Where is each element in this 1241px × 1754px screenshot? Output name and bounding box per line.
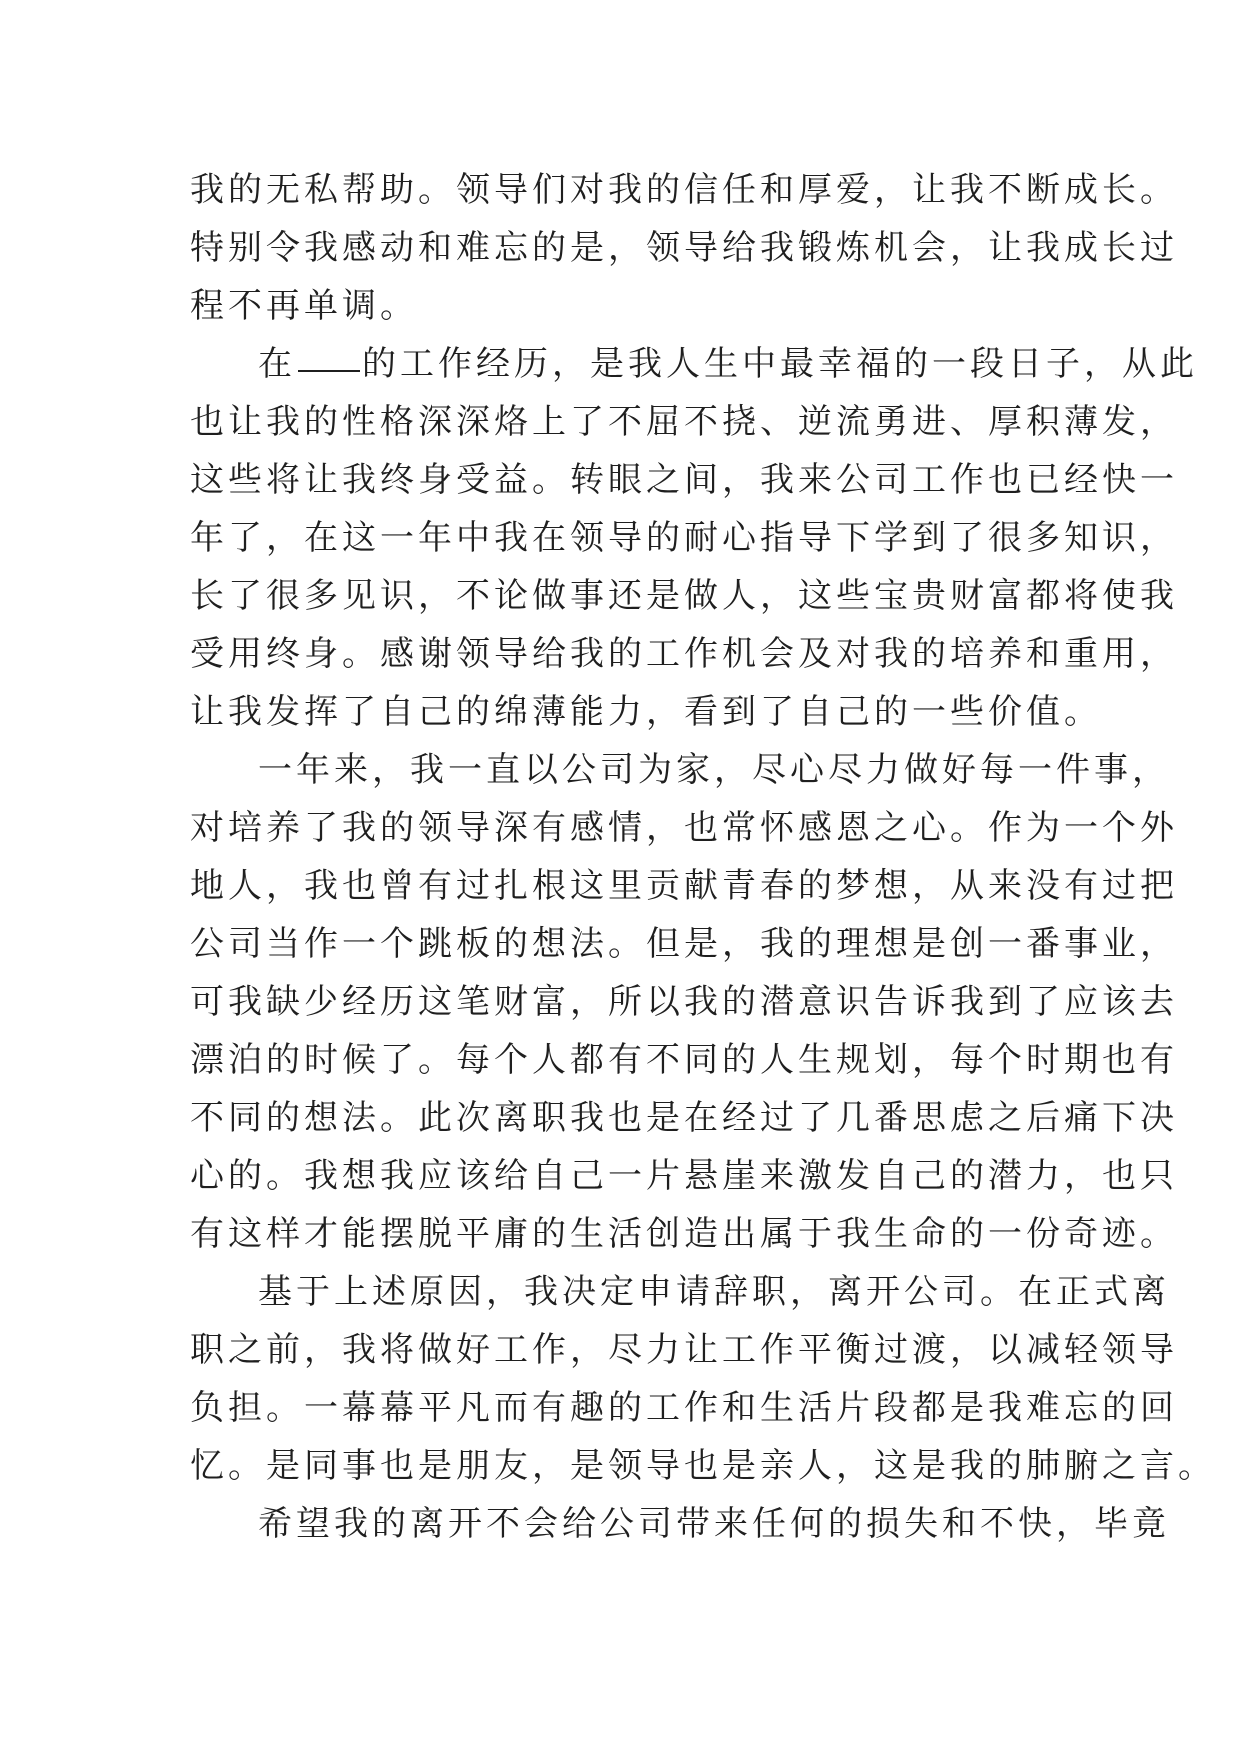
text-line: 年了，在这一年中我在领导的耐心指导下学到了很多知识，	[190, 518, 1178, 558]
fill-blank	[298, 370, 360, 372]
text-line: 心的。我想我应该给自己一片悬崖来激发自己的潜力，也只	[190, 1156, 1178, 1196]
text-line: 程不再单调。	[190, 286, 418, 326]
text-line: 也让我的性格深深烙上了不屈不挠、逆流勇进、厚积薄发，	[190, 402, 1178, 442]
text-line: 公司当作一个跳板的想法。但是，我的理想是创一番事业，	[190, 924, 1178, 964]
document-body	[190, 160, 1216, 1720]
text-line: 有这样才能摆脱平庸的生活创造出属于我生命的一份奇迹。	[190, 1214, 1178, 1254]
text-fragment: 的工作经历，是我人生中最幸福的一段日子，从此	[362, 344, 1198, 384]
text-line: 特别令我感动和难忘的是，领导给我锻炼机会，让我成长过	[190, 228, 1178, 268]
paragraph-first-line	[258, 334, 1198, 394]
text-line: 负担。一幕幕平凡而有趣的工作和生活片段都是我难忘的回	[190, 1388, 1178, 1428]
text-line: 这些将让我终身受益。转眼之间，我来公司工作也已经快一	[190, 460, 1178, 500]
text-line: 可我缺少经历这笔财富，所以我的潜意识告诉我到了应该去	[190, 982, 1178, 1022]
text-fragment: 在	[258, 344, 296, 384]
text-line: 忆。是同事也是朋友，是领导也是亲人，这是我的肺腑之言。	[190, 1446, 1216, 1486]
text-line: 受用终身。感谢领导给我的工作机会及对我的培养和重用，	[190, 634, 1178, 674]
paragraph-first-line: 基于上述原因，我决定申请辞职，离开公司。在正式离	[258, 1272, 1170, 1312]
text-line: 漂泊的时候了。每个人都有不同的人生规划，每个时期也有	[190, 1040, 1178, 1080]
text-line: 地人，我也曾有过扎根这里贡献青春的梦想，从来没有过把	[190, 866, 1178, 906]
text-line: 让我发挥了自己的绵薄能力，看到了自己的一些价值。	[190, 692, 1102, 732]
text-line: 对培养了我的领导深有感情，也常怀感恩之心。作为一个外	[190, 808, 1178, 848]
text-line: 我的无私帮助。领导们对我的信任和厚爱，让我不断成长。	[190, 170, 1178, 210]
text-line: 长了很多见识，不论做事还是做人，这些宝贵财富都将使我	[190, 576, 1178, 616]
paragraph-first-line: 希望我的离开不会给公司带来任何的损失和不快，毕竟	[258, 1504, 1170, 1544]
text-line: 不同的想法。此次离职我也是在经过了几番思虑之后痛下决	[190, 1098, 1178, 1138]
paragraph-first-line: 一年来，我一直以公司为家，尽心尽力做好每一件事，	[258, 750, 1170, 790]
text-line: 职之前，我将做好工作，尽力让工作平衡过渡，以减轻领导	[190, 1330, 1178, 1370]
